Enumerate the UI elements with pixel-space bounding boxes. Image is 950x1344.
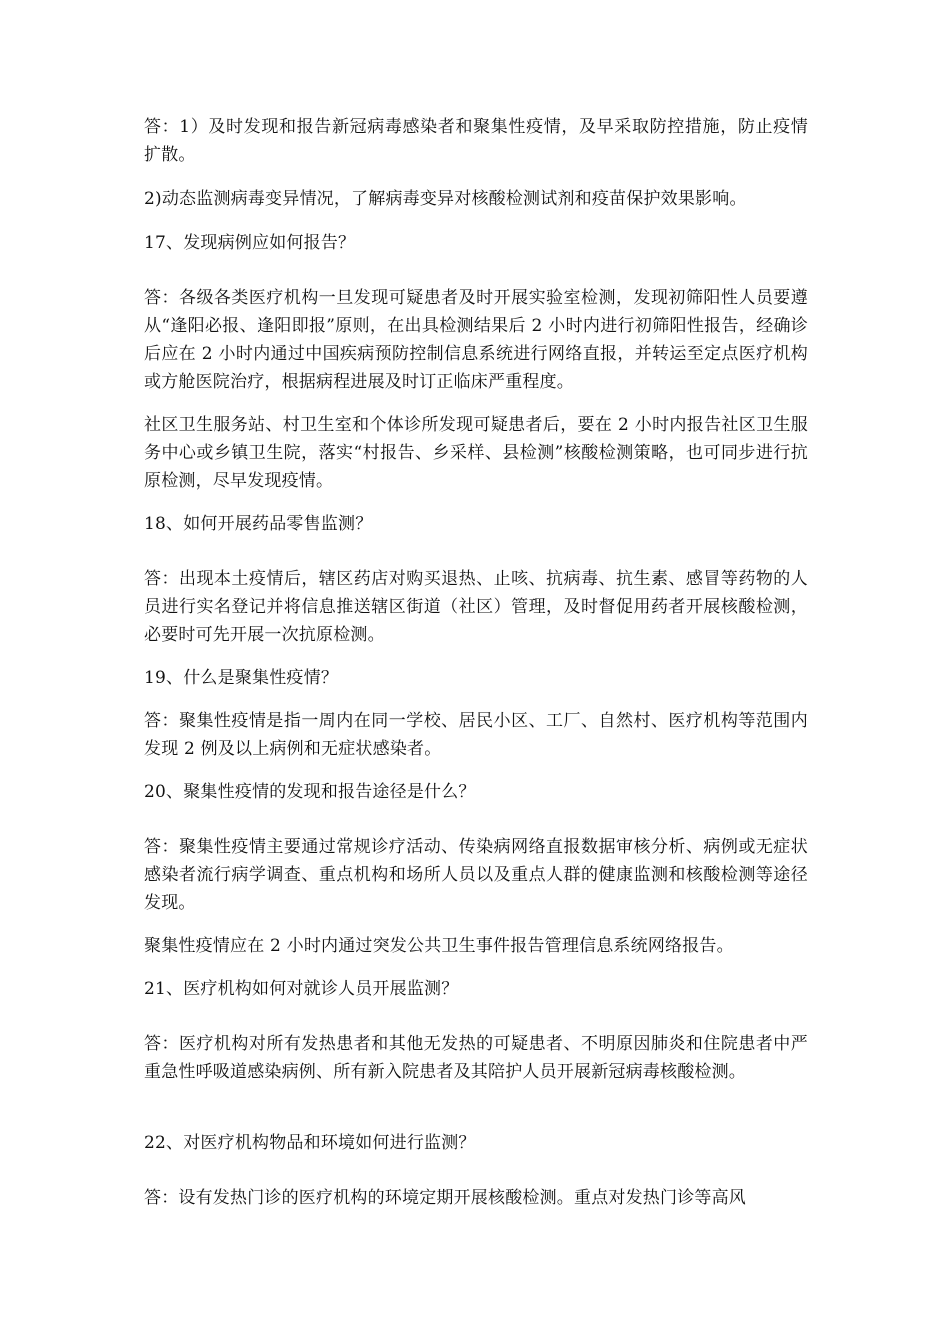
question-heading: 20、聚集性疫情的发现和报告途径是什么？ bbox=[144, 782, 476, 802]
answer-paragraph: 2)动态监测病毒变异情况，了解病毒变异对核酸检测试剂和疫苗保护效果影响。 bbox=[144, 189, 747, 209]
body-paragraph: 社区卫生服务站、村卫生室和个体诊所发现可疑患者后，要在 2 小时内报告社区卫生服务中心或乡镇卫生院，落实“村报告、乡采样、县检测”核酸检测策略，也可同步进行抗原检测，尽早发现疫情。 bbox=[144, 415, 808, 491]
answer-paragraph: 答：医疗机构对所有发热患者和其他无发热的可疑患者、不明原因肺炎和住院患者中严重急性呼吸道感染病例、所有新入院患者及其陪护人员开展新冠病毒核酸检测。 bbox=[144, 1034, 808, 1082]
question-heading: 18、如何开展药品零售监测？ bbox=[144, 514, 373, 534]
body-paragraph: 聚集性疫情应在 2 小时内通过突发公共卫生事件报告管理信息系统网络报告。 bbox=[144, 936, 734, 956]
question-heading: 19、什么是聚集性疫情？ bbox=[144, 668, 339, 688]
answer-paragraph: 答：1）及时发现和报告新冠病毒感染者和聚集性疫情，及早采取防控措施，防止疫情扩散。 bbox=[144, 117, 808, 165]
answer-paragraph: 答：各级各类医疗机构一旦发现可疑患者及时开展实验室检测，发现初筛阳性人员要遵从“逢阳必报、逢阳即报”原则，在出具检测结果后 2 小时内进行初筛阳性报告，经确诊后应在 2 小时内通过中国疾病预防控制信息系统进行网络直报，并转运至定点医疗机构或方舱医院治疗，根据病程进展及时订正临床严重程度。 bbox=[144, 288, 808, 392]
question-heading: 22、对医疗机构物品和环境如何进行监测？ bbox=[144, 1133, 476, 1153]
question-heading: 21、医疗机构如何对就诊人员开展监测？ bbox=[144, 979, 459, 999]
question-heading: 17、发现病例应如何报告？ bbox=[144, 233, 356, 253]
answer-paragraph: 答：出现本土疫情后，辖区药店对购买退热、止咳、抗病毒、抗生素、感冒等药物的人员进行实名登记并将信息推送辖区街道（社区）管理，及时督促用药者开展核酸检测，必要时可先开展一次抗原检测。 bbox=[144, 569, 808, 645]
answer-paragraph: 答：设有发热门诊的医疗机构的环境定期开展核酸检测。重点对发热门诊等高风 bbox=[144, 1188, 746, 1208]
answer-paragraph: 答：聚集性疫情主要通过常规诊疗活动、传染病网络直报数据审核分析、病例或无症状感染者流行病学调查、重点机构和场所人员以及重点人群的健康监测和核酸检测等途径发现。 bbox=[144, 837, 808, 913]
answer-paragraph: 答：聚集性疫情是指一周内在同一学校、居民小区、工厂、自然村、医疗机构等范围内发现 2 例及以上病例和无症状感染者。 bbox=[144, 711, 808, 759]
